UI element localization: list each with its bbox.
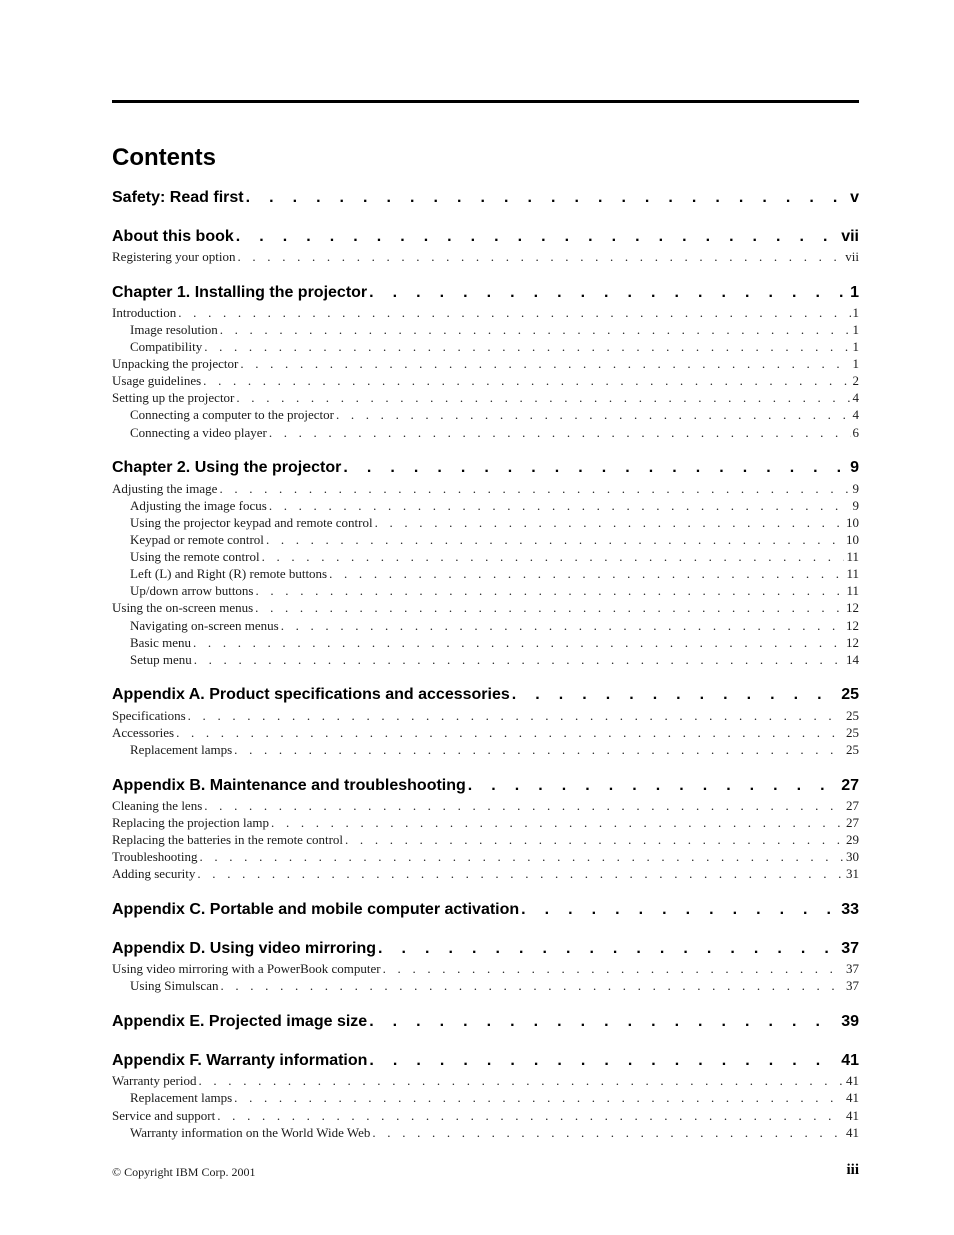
dot-leader bbox=[238, 248, 844, 265]
toc-entry[interactable] bbox=[130, 531, 859, 548]
toc-entry-page: 29 bbox=[846, 832, 859, 847]
dot-leader bbox=[176, 724, 844, 741]
toc-entry-page: 33 bbox=[841, 901, 859, 918]
toc-entry-page: 25 bbox=[846, 725, 859, 740]
toc-entry-page: 41 bbox=[841, 1052, 859, 1069]
toc-entry-label: Setting up the projector bbox=[112, 390, 235, 405]
dot-leader bbox=[236, 227, 839, 247]
toc-entry-label: Appendix C. Portable and mobile computer activation bbox=[112, 901, 520, 918]
toc-entry-page: 25 bbox=[846, 742, 859, 757]
toc-entry-label: Using video mirroring with a PowerBook computer bbox=[112, 961, 381, 976]
toc-entry-label: Up/down arrow buttons bbox=[130, 583, 254, 598]
dot-leader bbox=[372, 1124, 844, 1141]
dot-leader bbox=[343, 458, 848, 478]
toc-heading-entry[interactable] bbox=[112, 188, 859, 208]
dot-leader bbox=[269, 497, 851, 514]
toc-entry-page: 25 bbox=[846, 708, 859, 723]
toc-entry-page: 31 bbox=[846, 866, 859, 881]
toc-entry[interactable] bbox=[112, 848, 859, 865]
dot-leader bbox=[369, 283, 848, 303]
document-page bbox=[112, 0, 859, 1235]
toc-entry[interactable] bbox=[130, 582, 859, 599]
toc-entry-label: Replacing the projection lamp bbox=[112, 815, 270, 830]
toc-entry-page: 41 bbox=[846, 1073, 859, 1088]
toc-entry[interactable] bbox=[112, 389, 859, 406]
toc-entry-page: 11 bbox=[846, 549, 859, 564]
toc-entry[interactable] bbox=[130, 338, 859, 355]
toc-entry[interactable] bbox=[130, 548, 859, 565]
toc-heading-entry[interactable] bbox=[112, 1012, 859, 1032]
toc-entry-label: Unpacking the projector bbox=[112, 356, 239, 371]
toc-entry-label: Chapter 2. Using the projector bbox=[112, 459, 342, 476]
dot-leader bbox=[240, 355, 850, 372]
toc-entry-page: 11 bbox=[846, 566, 859, 581]
toc-heading-entry[interactable] bbox=[112, 900, 859, 920]
toc-entry[interactable] bbox=[112, 480, 859, 497]
toc-entry-label: Keypad or remote control bbox=[130, 532, 264, 547]
dot-leader bbox=[204, 338, 850, 355]
toc-entry-label: About this book bbox=[112, 228, 234, 245]
toc-entry-page: vii bbox=[841, 228, 859, 245]
toc-entry-label: Using the remote control bbox=[130, 549, 260, 564]
toc-entry-page: 41 bbox=[846, 1090, 859, 1105]
toc-heading-entry[interactable] bbox=[112, 939, 859, 959]
toc-entry-page: 2 bbox=[852, 373, 859, 388]
toc-entry-page: 27 bbox=[841, 777, 859, 794]
toc-entry-page: 12 bbox=[846, 600, 859, 615]
dot-leader bbox=[375, 514, 844, 531]
toc-entry[interactable] bbox=[112, 1107, 859, 1124]
toc-entry-page: 1 bbox=[852, 356, 859, 371]
toc-entry-page: 37 bbox=[846, 978, 859, 993]
toc-entry[interactable] bbox=[130, 321, 859, 338]
toc-entry-page: 30 bbox=[846, 849, 859, 864]
toc-entry[interactable] bbox=[130, 514, 859, 531]
toc-entry-label: Appendix A. Product specifications and accessories bbox=[112, 686, 510, 703]
toc-heading-entry[interactable] bbox=[112, 458, 859, 478]
toc-entry-label: Replacement lamps bbox=[130, 1090, 233, 1105]
dot-leader bbox=[236, 389, 850, 406]
dot-leader bbox=[178, 304, 850, 321]
dot-leader bbox=[271, 814, 844, 831]
toc-heading-entry[interactable] bbox=[112, 283, 859, 303]
dot-leader bbox=[234, 741, 844, 758]
toc-entry[interactable] bbox=[112, 707, 859, 724]
toc-entry-label: Registering your option bbox=[112, 249, 236, 264]
toc-entry-label: Replacing the batteries in the remote control bbox=[112, 832, 344, 847]
dot-leader bbox=[217, 1107, 844, 1124]
toc-entry-label: Left (L) and Right (R) remote buttons bbox=[130, 566, 328, 581]
toc-entry-page: 11 bbox=[846, 583, 859, 598]
toc-entry-label: Safety: Read first bbox=[112, 189, 244, 206]
toc-entry-page: 25 bbox=[841, 686, 859, 703]
toc-entry-page: 12 bbox=[846, 635, 859, 650]
dot-leader bbox=[269, 424, 851, 441]
dot-leader bbox=[369, 1051, 839, 1071]
toc-entry-page: 10 bbox=[846, 515, 859, 530]
toc-entry-label: Basic menu bbox=[130, 635, 192, 650]
toc-entry-label: Appendix F. Warranty information bbox=[112, 1052, 368, 1069]
toc-entry[interactable] bbox=[112, 865, 859, 882]
page-title: Contents bbox=[112, 144, 216, 171]
toc-entry-label: Image resolution bbox=[130, 322, 218, 337]
toc-entry[interactable] bbox=[130, 651, 859, 668]
dot-leader bbox=[512, 685, 839, 705]
toc-entry-page: 41 bbox=[846, 1108, 859, 1123]
toc-entry-label: Troubleshooting bbox=[112, 849, 198, 864]
dot-leader bbox=[262, 548, 845, 565]
dot-leader bbox=[194, 651, 844, 668]
toc-entry-page: 27 bbox=[846, 798, 859, 813]
toc-entry-page: 1 bbox=[850, 284, 859, 301]
dot-leader bbox=[219, 480, 850, 497]
toc-entry-label: Replacement lamps bbox=[130, 742, 233, 757]
toc-entry[interactable] bbox=[112, 355, 859, 372]
toc-entry-page: 1 bbox=[852, 305, 859, 320]
toc-heading-entry[interactable] bbox=[112, 227, 859, 247]
dot-leader bbox=[246, 188, 849, 208]
toc-entry-page: v bbox=[850, 189, 859, 206]
toc-heading-entry[interactable] bbox=[112, 685, 859, 705]
toc-entry-label: Connecting a video player bbox=[130, 425, 267, 440]
dot-leader bbox=[329, 565, 844, 582]
toc-entry[interactable] bbox=[112, 372, 859, 389]
dot-leader bbox=[336, 406, 851, 423]
copyright-notice: © Copyright IBM Corp. 2001 bbox=[112, 1165, 256, 1179]
toc-entry[interactable] bbox=[130, 565, 859, 582]
dot-leader bbox=[378, 939, 839, 959]
toc-entry-label: Warranty period bbox=[112, 1073, 197, 1088]
toc-entry-label: Appendix E. Projected image size bbox=[112, 1013, 368, 1030]
toc-entry-page: 4 bbox=[852, 407, 859, 422]
dot-leader bbox=[255, 599, 844, 616]
toc-entry-page: 4 bbox=[852, 390, 859, 405]
toc-entry[interactable] bbox=[112, 814, 859, 831]
toc-entry-label: Navigating on-screen menus bbox=[130, 618, 279, 633]
dot-leader bbox=[468, 776, 839, 796]
toc-entry-page: 1 bbox=[852, 322, 859, 337]
toc-entry[interactable] bbox=[130, 977, 859, 994]
toc-entry-page: 37 bbox=[846, 961, 859, 976]
toc-entry-label: Compatibility bbox=[130, 339, 203, 354]
toc-entry-page: 37 bbox=[841, 940, 859, 957]
toc-entry-label: Cleaning the lens bbox=[112, 798, 203, 813]
toc-entry-label: Warranty information on the World Wide Web bbox=[130, 1125, 371, 1140]
toc-entry[interactable] bbox=[112, 599, 859, 616]
toc-entry-page: 14 bbox=[846, 652, 859, 667]
toc-entry-label: Adjusting the image bbox=[112, 481, 218, 496]
dot-leader bbox=[521, 900, 839, 920]
toc-entry-label: Using Simulscan bbox=[130, 978, 219, 993]
dot-leader bbox=[204, 797, 844, 814]
dot-leader bbox=[188, 707, 844, 724]
dot-leader bbox=[234, 1089, 844, 1106]
toc-entry[interactable] bbox=[130, 1089, 859, 1106]
toc-entry-label: Setup menu bbox=[130, 652, 192, 667]
top-rule bbox=[112, 100, 859, 103]
toc-entry[interactable] bbox=[130, 497, 859, 514]
toc-entry-page: 6 bbox=[852, 425, 859, 440]
dot-leader bbox=[220, 977, 844, 994]
dot-leader bbox=[220, 321, 851, 338]
toc-entry-label: Accessories bbox=[112, 725, 175, 740]
dot-leader bbox=[345, 831, 844, 848]
toc-entry-page: 27 bbox=[846, 815, 859, 830]
toc-entry-label: Appendix B. Maintenance and troubleshooting bbox=[112, 777, 466, 794]
toc-entry-page: vii bbox=[845, 249, 859, 264]
dot-leader bbox=[203, 372, 850, 389]
toc-entry-page: 9 bbox=[850, 459, 859, 476]
toc-entry-page: 39 bbox=[841, 1013, 859, 1030]
toc-entry-label: Using the on-screen menus bbox=[112, 600, 254, 615]
dot-leader bbox=[197, 865, 844, 882]
toc-entry[interactable] bbox=[130, 424, 859, 441]
toc-entry[interactable] bbox=[112, 304, 859, 321]
page-number: iii bbox=[846, 1162, 859, 1178]
toc-entry-label: Appendix D. Using video mirroring bbox=[112, 940, 377, 957]
toc-entry[interactable] bbox=[112, 1072, 859, 1089]
dot-leader bbox=[193, 634, 844, 651]
toc-entry-page: 10 bbox=[846, 532, 859, 547]
dot-leader bbox=[256, 582, 845, 599]
toc-entry-page: 12 bbox=[846, 618, 859, 633]
toc-entry-label: Usage guidelines bbox=[112, 373, 202, 388]
toc-entry[interactable] bbox=[112, 248, 859, 265]
toc-entry-label: Adding security bbox=[112, 866, 196, 881]
toc-entry[interactable] bbox=[130, 406, 859, 423]
dot-leader bbox=[383, 960, 844, 977]
toc-entry-page: 41 bbox=[846, 1125, 859, 1140]
dot-leader bbox=[281, 617, 844, 634]
toc-entry[interactable] bbox=[130, 617, 859, 634]
toc-heading-entry[interactable] bbox=[112, 1051, 859, 1071]
toc-entry[interactable] bbox=[112, 960, 859, 977]
toc-entry-page: 1 bbox=[852, 339, 859, 354]
dot-leader bbox=[369, 1012, 839, 1032]
toc-entry-label: Using the projector keypad and remote control bbox=[130, 515, 373, 530]
toc-entry-label: Service and support bbox=[112, 1108, 216, 1123]
toc-entry-label: Introduction bbox=[112, 305, 177, 320]
toc-entry-label: Connecting a computer to the projector bbox=[130, 407, 334, 422]
toc-heading-entry[interactable] bbox=[112, 776, 859, 796]
dot-leader bbox=[199, 848, 844, 865]
toc-entry[interactable] bbox=[130, 741, 859, 758]
toc-entry[interactable] bbox=[130, 1124, 859, 1141]
toc-entry-label: Adjusting the image focus bbox=[130, 498, 267, 513]
dot-leader bbox=[199, 1072, 845, 1089]
toc-entry-page: 9 bbox=[852, 498, 859, 513]
dot-leader bbox=[266, 531, 844, 548]
toc-entry-page: 9 bbox=[852, 481, 859, 496]
toc-entry-label: Specifications bbox=[112, 708, 186, 723]
toc-entry[interactable] bbox=[112, 831, 859, 848]
toc-entry[interactable] bbox=[130, 634, 859, 651]
toc-entry-label: Chapter 1. Installing the projector bbox=[112, 284, 368, 301]
toc-entry[interactable] bbox=[112, 724, 859, 741]
toc-entry[interactable] bbox=[112, 797, 859, 814]
